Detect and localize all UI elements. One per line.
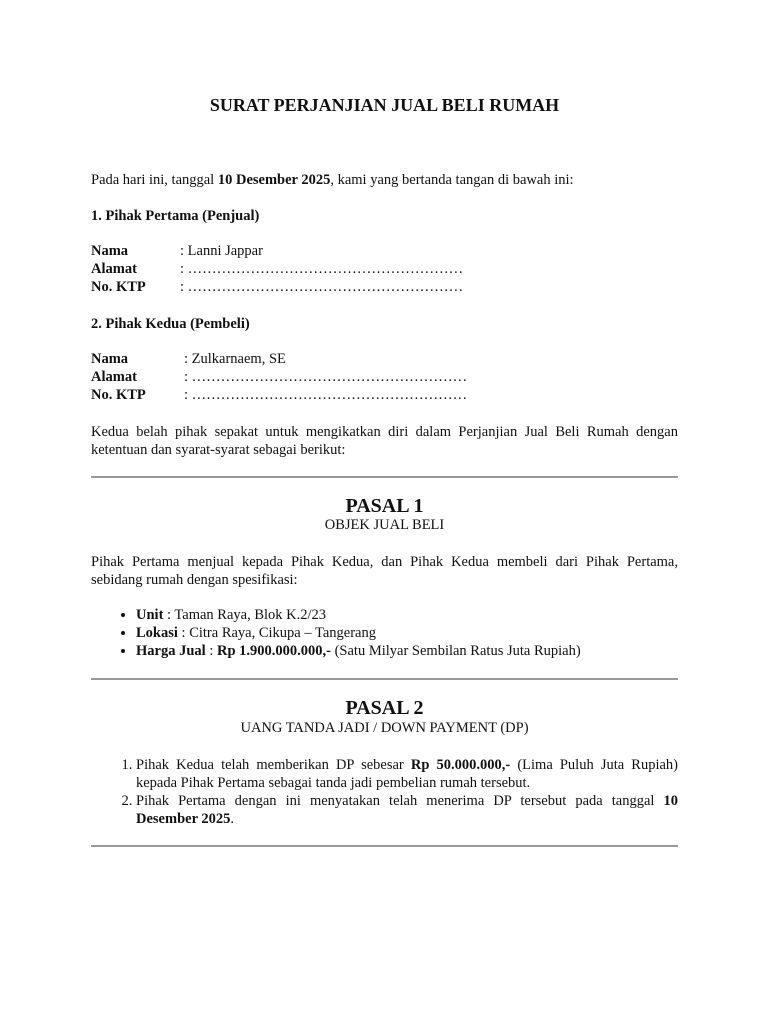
spec-unit-value: : Taman Raya, Blok K.2/23 bbox=[163, 607, 327, 623]
dp-item-1-after: (Lima Puluh Juta Rupiah) kepada Pihak Pertama sebagai tanda jadi pembelian rumah tersebut. bbox=[136, 757, 678, 791]
spec-list bbox=[91, 606, 678, 660]
ktp-label: No. KTP bbox=[91, 279, 146, 295]
nama-label: Nama bbox=[91, 243, 129, 259]
spec-harga-amount: Rp 1.900.000.000,- bbox=[216, 643, 331, 659]
dp-item-2 bbox=[136, 792, 678, 828]
ktp-value: : ………………………………………………… bbox=[184, 387, 468, 403]
spec-unit bbox=[136, 606, 678, 624]
pihak-pertama-fields bbox=[91, 242, 463, 296]
pihak-pertama-alamat-row bbox=[91, 260, 463, 278]
divider bbox=[91, 845, 678, 847]
alamat-label: Alamat bbox=[91, 261, 137, 277]
spec-harga bbox=[136, 642, 678, 660]
spec-unit-label: Unit bbox=[136, 607, 164, 623]
dp-item-1 bbox=[136, 756, 678, 792]
pihak-kedua-ktp-row bbox=[91, 386, 467, 404]
pihak-kedua-alamat-row bbox=[91, 368, 467, 386]
spec-harga-label: Harga Jual bbox=[136, 643, 206, 659]
dp-item-2-date: 10 Desember 2025 bbox=[136, 793, 678, 827]
pasal-1-subtitle: OBJEK JUAL BELI bbox=[324, 517, 445, 533]
pihak-kedua-nama-row bbox=[91, 350, 467, 368]
pihak-pertama-ktp-row bbox=[91, 278, 463, 296]
intro-text-before: Pada hari ini, tanggal bbox=[91, 172, 218, 188]
nama-value: : Lanni Jappar bbox=[180, 243, 263, 259]
dp-item-2-before: Pihak Pertama dengan ini menyatakan telah menerima DP tersebut pada tanggal bbox=[136, 793, 664, 809]
pasal-1-paragraph: Pihak Pertama menjual kepada Pihak Kedua, dan Pihak Kedua membeli dari Pihak Pertama, sebidang rumah dengan spesifikasi: bbox=[91, 554, 678, 588]
dp-item-2-after: . bbox=[230, 811, 234, 827]
dp-item-1-before: Pihak Kedua telah memberikan DP sebesar bbox=[136, 757, 411, 773]
pasal-1-title: PASAL 1 bbox=[345, 495, 424, 517]
alamat-value: : ………………………………………………… bbox=[184, 369, 468, 385]
divider bbox=[91, 476, 678, 478]
spec-harga-separator: : bbox=[205, 643, 217, 659]
spec-lokasi-label: Lokasi bbox=[136, 625, 178, 641]
intro-paragraph bbox=[91, 171, 678, 189]
ktp-value: : ………………………………………………… bbox=[180, 279, 464, 295]
alamat-label: Alamat bbox=[91, 369, 137, 385]
pihak-kedua-fields bbox=[91, 350, 467, 404]
alamat-value: : ………………………………………………… bbox=[180, 261, 464, 277]
document-title: SURAT PERJANJIAN JUAL BELI RUMAH bbox=[209, 95, 560, 115]
pihak-pertama-nama-row bbox=[91, 242, 463, 260]
pasal-2-title: PASAL 2 bbox=[345, 697, 424, 719]
ktp-label: No. KTP bbox=[91, 387, 146, 403]
pihak-kedua-heading: 2. Pihak Kedua (Pembeli) bbox=[91, 316, 250, 332]
spec-harga-words: (Satu Milyar Sembilan Ratus Juta Rupiah) bbox=[330, 643, 581, 659]
nama-label: Nama bbox=[91, 351, 129, 367]
pihak-pertama-heading: 1. Pihak Pertama (Penjual) bbox=[91, 208, 260, 224]
spec-lokasi bbox=[136, 624, 678, 642]
document-page bbox=[91, 0, 678, 1024]
intro-date: 10 Desember 2025 bbox=[217, 172, 331, 188]
nama-value: : Zulkarnaem, SE bbox=[184, 351, 286, 367]
dp-list bbox=[91, 756, 678, 828]
divider bbox=[91, 678, 678, 680]
agreement-paragraph: Kedua belah pihak sepakat untuk mengikatkan diri dalam Perjanjian Jual Beli Rumah dengan ketentuan dan syarat-syarat sebagai berikut: bbox=[91, 424, 678, 458]
intro-text-after: , kami yang bertanda tangan di bawah ini: bbox=[330, 172, 574, 188]
pasal-2-subtitle: UANG TANDA JADI / DOWN PAYMENT (DP) bbox=[240, 720, 529, 736]
dp-item-1-amount: Rp 50.000.000,- bbox=[410, 757, 511, 773]
spec-lokasi-value: : Citra Raya, Cikupa – Tangerang bbox=[177, 625, 376, 641]
